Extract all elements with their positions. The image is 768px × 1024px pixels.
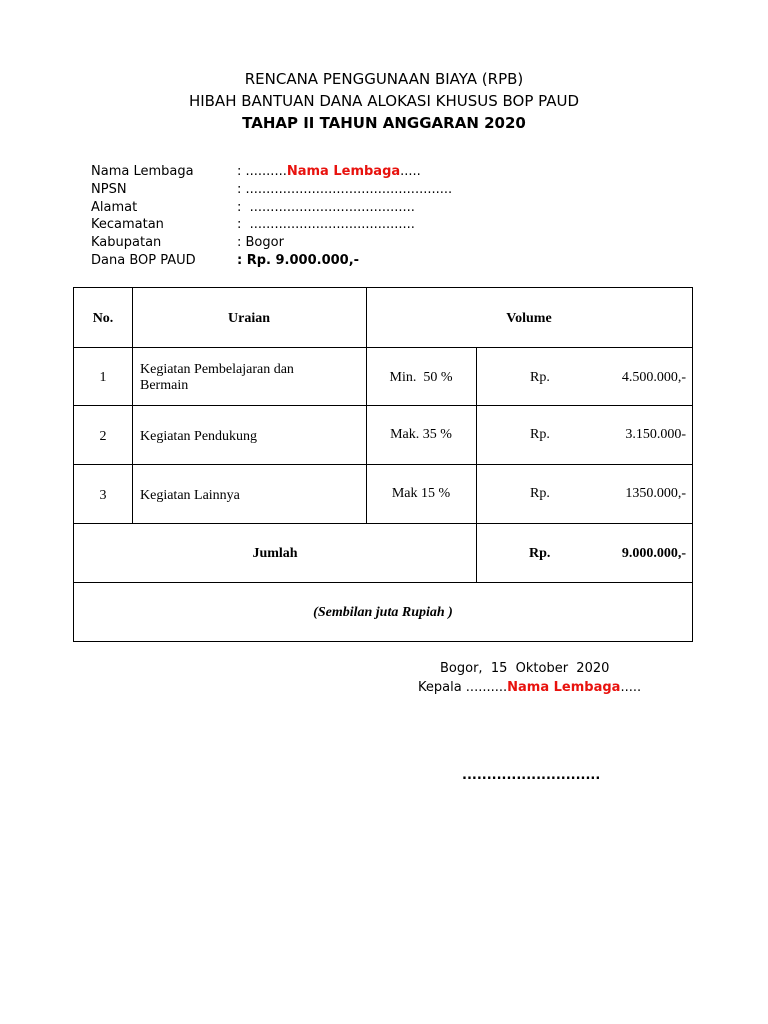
document-title: RENCANA PENGGUNAAN BIAYA (RPB) [244,70,524,88]
total-label: Jumlah [252,546,298,561]
header-no: No. [92,311,114,326]
document-subtitle: HIBAH BANTUAN DANA ALOKASI KHUSUS BOP PAUD [188,92,580,110]
total-rp: Rp. [529,546,551,561]
value-nama-lembaga: : ..........Nama Lembaga..... [237,164,421,179]
row1-uraian: Kegiatan Pembelajaran dan Bermain [140,362,294,393]
header-volume: Volume [506,311,552,326]
row3-no: 3 [99,488,107,503]
value-dana-bop: : Rp. 9.000.000,- [237,253,360,268]
row1-percentage: Min. 50 % [389,370,453,385]
value-kecamatan: : ........................................ [237,217,415,232]
row1-amount: 4.500.000,- [621,370,686,385]
row-divider [74,464,692,465]
total-amount: 9.000.000,- [621,546,686,561]
row2-percentage: Mak. 35 % [390,427,452,442]
row-divider [74,523,692,524]
row2-uraian: Kegiatan Pendukung [140,429,258,444]
row2-rp: Rp. [530,427,550,442]
row-divider [74,347,692,348]
header-uraian: Uraian [228,311,270,326]
row2-no: 2 [99,429,107,444]
row3-percentage: Mak 15 % [391,486,451,501]
value-kabupatan: : Bogor [237,235,284,250]
label-npsn: NPSN [91,182,127,197]
row2-amount: 3.150.000- [625,427,686,442]
row3-rp: Rp. [530,486,550,501]
col-divider [476,347,477,583]
row3-uraian: Kegiatan Lainnya [140,488,240,503]
value-npsn: : .................................................. [237,182,453,197]
placeholder-kepala-lembaga: Nama Lembaga [507,680,621,695]
label-alamat: Alamat [91,200,138,215]
label-dana-bop: Dana BOP PAUD [91,253,196,268]
signature-line: ............................ [462,768,601,783]
row1-no: 1 [99,370,107,385]
placeholder-nama-lembaga: Nama Lembaga [286,164,401,179]
label-nama-lembaga: Nama Lembaga [91,164,194,179]
signatory-title: Kepala ..........Nama Lembaga..... [418,680,642,695]
document-period: TAHAP II TAHUN ANGGARAN 2020 [242,114,526,132]
value-alamat: : ........................................ [237,200,415,215]
row3-amount: 1350.000,- [625,486,686,501]
amount-in-words: (Sembilan juta Rupiah ) [313,605,453,620]
row1-rp: Rp. [530,370,550,385]
label-kecamatan: Kecamatan [91,217,164,232]
label-kabupatan: Kabupatan [91,235,162,250]
budget-table [73,287,693,642]
place-date: Bogor, 15 Oktober 2020 [440,661,610,676]
row-divider [74,405,692,406]
row-divider [74,582,692,583]
